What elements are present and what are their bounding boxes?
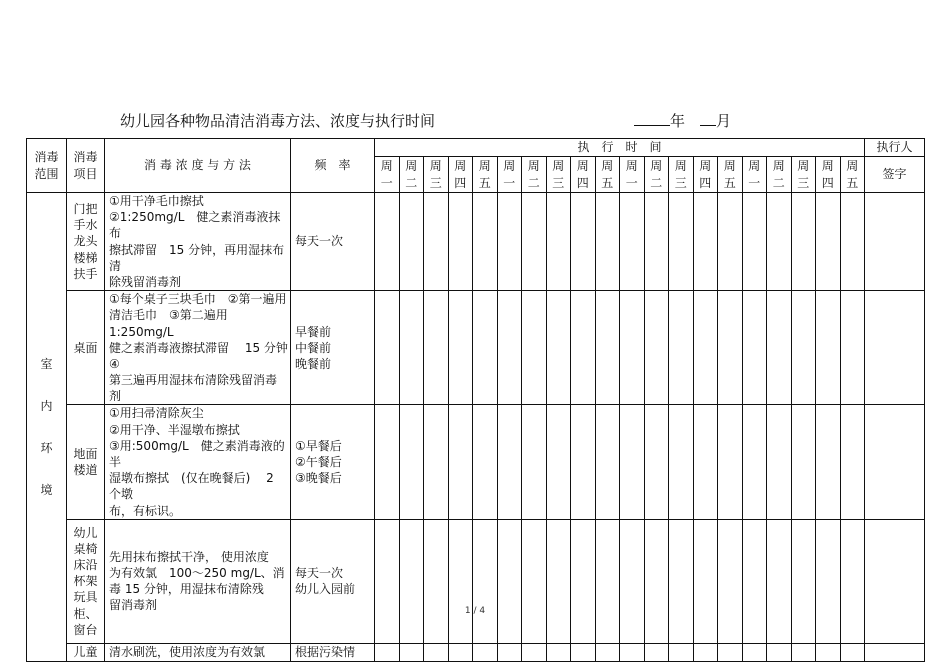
table-row [27,405,925,519]
schedule-check-cell[interactable] [644,643,669,661]
schedule-check-cell[interactable] [767,405,792,519]
schedule-check-cell[interactable] [791,643,816,661]
schedule-check-cell[interactable] [571,193,596,291]
schedule-check-cell[interactable] [620,291,645,405]
schedule-check-cell[interactable] [497,519,522,643]
weekday-header: 周 三 [424,157,449,193]
method-cell: 清水刷洗，使用浓度为有效氯 [105,643,291,661]
signature-cell[interactable] [865,405,925,519]
schedule-check-cell[interactable] [693,405,718,519]
weekday-header: 周 四 [448,157,473,193]
item-cell: 门把 手水 龙头 楼梯 扶手 [67,193,105,291]
schedule-check-cell[interactable] [399,291,424,405]
schedule-check-cell[interactable] [424,193,449,291]
frequency-cell: 早餐前 中餐前 晚餐前 [291,291,375,405]
table-row [27,193,925,291]
schedule-check-cell[interactable] [693,643,718,661]
weekday-header: 周 三 [791,157,816,193]
weekday-header: 周 二 [522,157,547,193]
schedule-check-cell[interactable] [522,291,547,405]
weekday-header: 周 四 [571,157,596,193]
schedule-check-cell[interactable] [448,291,473,405]
table-row [27,291,925,405]
weekday-header: 周 一 [620,157,645,193]
schedule-check-cell[interactable] [742,291,767,405]
schedule-check-cell[interactable] [473,643,498,661]
schedule-check-cell[interactable] [546,291,571,405]
schedule-check-cell[interactable] [718,643,743,661]
schedule-check-cell[interactable] [718,405,743,519]
schedule-check-cell[interactable] [399,643,424,661]
method-cell: 先用抹布擦拭干净， 使用浓度 为有效氯 100～250 mg/L、消 毒 15 分钟，用湿抹布清除残 留消毒剂 [105,519,291,643]
schedule-check-cell[interactable] [816,405,841,519]
schedule-check-cell[interactable] [571,405,596,519]
schedule-check-cell[interactable] [791,519,816,643]
schedule-check-cell[interactable] [448,405,473,519]
scope-cell: 室 内 环 境 [27,193,67,662]
schedule-check-cell[interactable] [669,519,694,643]
schedule-check-cell[interactable] [840,291,865,405]
schedule-check-cell[interactable] [620,193,645,291]
schedule-check-cell[interactable] [375,291,400,405]
frequency-cell: ①早餐后 ②午餐后 ③晚餐后 [291,405,375,519]
schedule-check-cell[interactable] [595,643,620,661]
schedule-check-cell[interactable] [644,193,669,291]
schedule-check-cell[interactable] [399,519,424,643]
schedule-check-cell[interactable] [644,405,669,519]
schedule-check-cell[interactable] [644,291,669,405]
schedule-check-cell[interactable] [620,405,645,519]
schedule-check-cell[interactable] [767,193,792,291]
schedule-check-cell[interactable] [546,405,571,519]
year-blank [634,110,670,126]
schedule-check-cell[interactable] [424,291,449,405]
schedule-check-cell[interactable] [742,193,767,291]
schedule-check-cell[interactable] [448,643,473,661]
method-cell: ①用干净毛巾擦拭 ②1:250mg/L 健之素消毒液抹布 擦拭滞留 15 分钟，再用湿抹布清 除残留消毒剂 [105,193,291,291]
schedule-check-cell[interactable] [473,519,498,643]
weekday-header: 周 五 [473,157,498,193]
header-executor: 执行人 [865,139,925,157]
schedule-check-cell[interactable] [595,519,620,643]
signature-cell[interactable] [865,291,925,405]
schedule-check-cell[interactable] [718,193,743,291]
frequency-cell: 根据污染情 [291,643,375,661]
weekday-header: 周 三 [669,157,694,193]
schedule-check-cell[interactable] [473,405,498,519]
header-execution-time: 执 行 时 间 [375,139,865,157]
schedule-check-cell[interactable] [840,405,865,519]
header-method: 消 毒 浓 度 与 方 法 [105,139,291,193]
schedule-check-cell[interactable] [767,291,792,405]
weekday-header: 周 五 [595,157,620,193]
signature-cell[interactable] [865,193,925,291]
schedule-check-cell[interactable] [791,405,816,519]
schedule-check-cell[interactable] [448,519,473,643]
schedule-check-cell[interactable] [742,643,767,661]
method-cell: ①用扫帚清除灰尘 ②用干净、半湿墩布擦拭 ③用:500mg/L 健之素消毒液的半 湿墩布擦拭 (仅在晚餐后) 2 个墩 布，有标识。 [105,405,291,519]
schedule-check-cell[interactable] [399,405,424,519]
schedule-check-cell[interactable] [742,405,767,519]
schedule-check-cell[interactable] [375,193,400,291]
weekday-header: 周 一 [742,157,767,193]
schedule-check-cell[interactable] [644,519,669,643]
schedule-check-cell[interactable] [571,519,596,643]
weekday-header: 周 一 [497,157,522,193]
document-title: 幼儿园各种物品清洁消毒方法、浓度与执行时间 [120,112,436,130]
schedule-check-cell[interactable] [424,519,449,643]
weekday-header: 周 二 [644,157,669,193]
schedule-check-cell[interactable] [742,519,767,643]
schedule-check-cell[interactable] [693,291,718,405]
item-cell: 幼儿 桌椅 床沿 杯架 玩具 柜、 窗台 [67,519,105,643]
month-blank [700,110,716,126]
item-cell: 桌面 [67,291,105,405]
method-cell: ①每个桌子三块毛巾 ②第一遍用 清洁毛巾 ③第二遍用 1:250mg/L 健之素消毒液擦拭滞留 15 分钟 ④ 第三遍再用湿抹布清除残留消毒 剂 [105,291,291,405]
schedule-check-cell[interactable] [767,519,792,643]
date-field [634,110,731,131]
schedule-check-cell[interactable] [816,291,841,405]
disinfection-schedule-table [26,138,925,662]
schedule-check-cell[interactable] [497,405,522,519]
schedule-check-cell[interactable] [816,193,841,291]
schedule-check-cell[interactable] [669,291,694,405]
weekday-header: 周 二 [399,157,424,193]
header-item: 消毒 项目 [67,139,105,193]
item-cell: 地面 楼道 [67,405,105,519]
schedule-check-cell[interactable] [840,519,865,643]
frequency-cell: 每天一次 幼儿入园前 [291,519,375,643]
schedule-check-cell[interactable] [546,519,571,643]
schedule-check-cell[interactable] [522,193,547,291]
schedule-check-cell[interactable] [375,405,400,519]
weekday-header: 周 四 [816,157,841,193]
schedule-check-cell[interactable] [497,643,522,661]
schedule-check-cell[interactable] [497,291,522,405]
schedule-check-cell[interactable] [595,405,620,519]
signature-cell[interactable] [865,519,925,643]
schedule-check-cell[interactable] [522,643,547,661]
schedule-check-cell[interactable] [546,193,571,291]
schedule-check-cell[interactable] [791,193,816,291]
schedule-check-cell[interactable] [473,291,498,405]
schedule-check-cell[interactable] [546,643,571,661]
schedule-check-cell[interactable] [767,643,792,661]
schedule-check-cell[interactable] [840,643,865,661]
weekday-header: 周 五 [718,157,743,193]
weekday-header: 周 四 [693,157,718,193]
table-row [27,643,925,661]
table-row [27,519,925,643]
schedule-check-cell[interactable] [522,405,547,519]
schedule-check-cell[interactable] [693,519,718,643]
schedule-check-cell[interactable] [522,519,547,643]
schedule-check-cell[interactable] [571,291,596,405]
month-label: 月 [716,112,732,130]
schedule-check-cell[interactable] [571,643,596,661]
weekday-header: 周 一 [375,157,400,193]
schedule-check-cell[interactable] [424,405,449,519]
schedule-check-cell[interactable] [375,643,400,661]
schedule-check-cell[interactable] [595,291,620,405]
schedule-check-cell[interactable] [816,519,841,643]
schedule-check-cell[interactable] [375,519,400,643]
schedule-check-cell[interactable] [620,519,645,643]
schedule-check-cell[interactable] [718,519,743,643]
weekday-header: 周 二 [767,157,792,193]
schedule-check-cell[interactable] [840,193,865,291]
schedule-check-cell[interactable] [718,291,743,405]
schedule-check-cell[interactable] [595,193,620,291]
schedule-check-cell[interactable] [669,643,694,661]
schedule-check-cell[interactable] [669,405,694,519]
item-cell: 儿童 [67,643,105,661]
schedule-check-cell[interactable] [497,193,522,291]
year-label: 年 [670,112,686,130]
schedule-check-cell[interactable] [791,291,816,405]
schedule-check-cell[interactable] [399,193,424,291]
page-number: 1 / 4 [464,606,486,616]
schedule-check-cell[interactable] [473,193,498,291]
schedule-check-cell[interactable] [669,193,694,291]
weekday-header: 周 三 [546,157,571,193]
schedule-check-cell[interactable] [448,193,473,291]
schedule-check-cell[interactable] [693,193,718,291]
header-frequency: 频 率 [291,139,375,193]
header-row-1 [27,139,925,157]
weekday-header: 周 五 [840,157,865,193]
schedule-check-cell[interactable] [816,643,841,661]
schedule-check-cell[interactable] [620,643,645,661]
header-sign: 签字 [865,157,925,193]
schedule-check-cell[interactable] [424,643,449,661]
frequency-cell: 每天一次 [291,193,375,291]
header-scope: 消毒 范围 [27,139,67,193]
signature-cell[interactable] [865,643,925,661]
